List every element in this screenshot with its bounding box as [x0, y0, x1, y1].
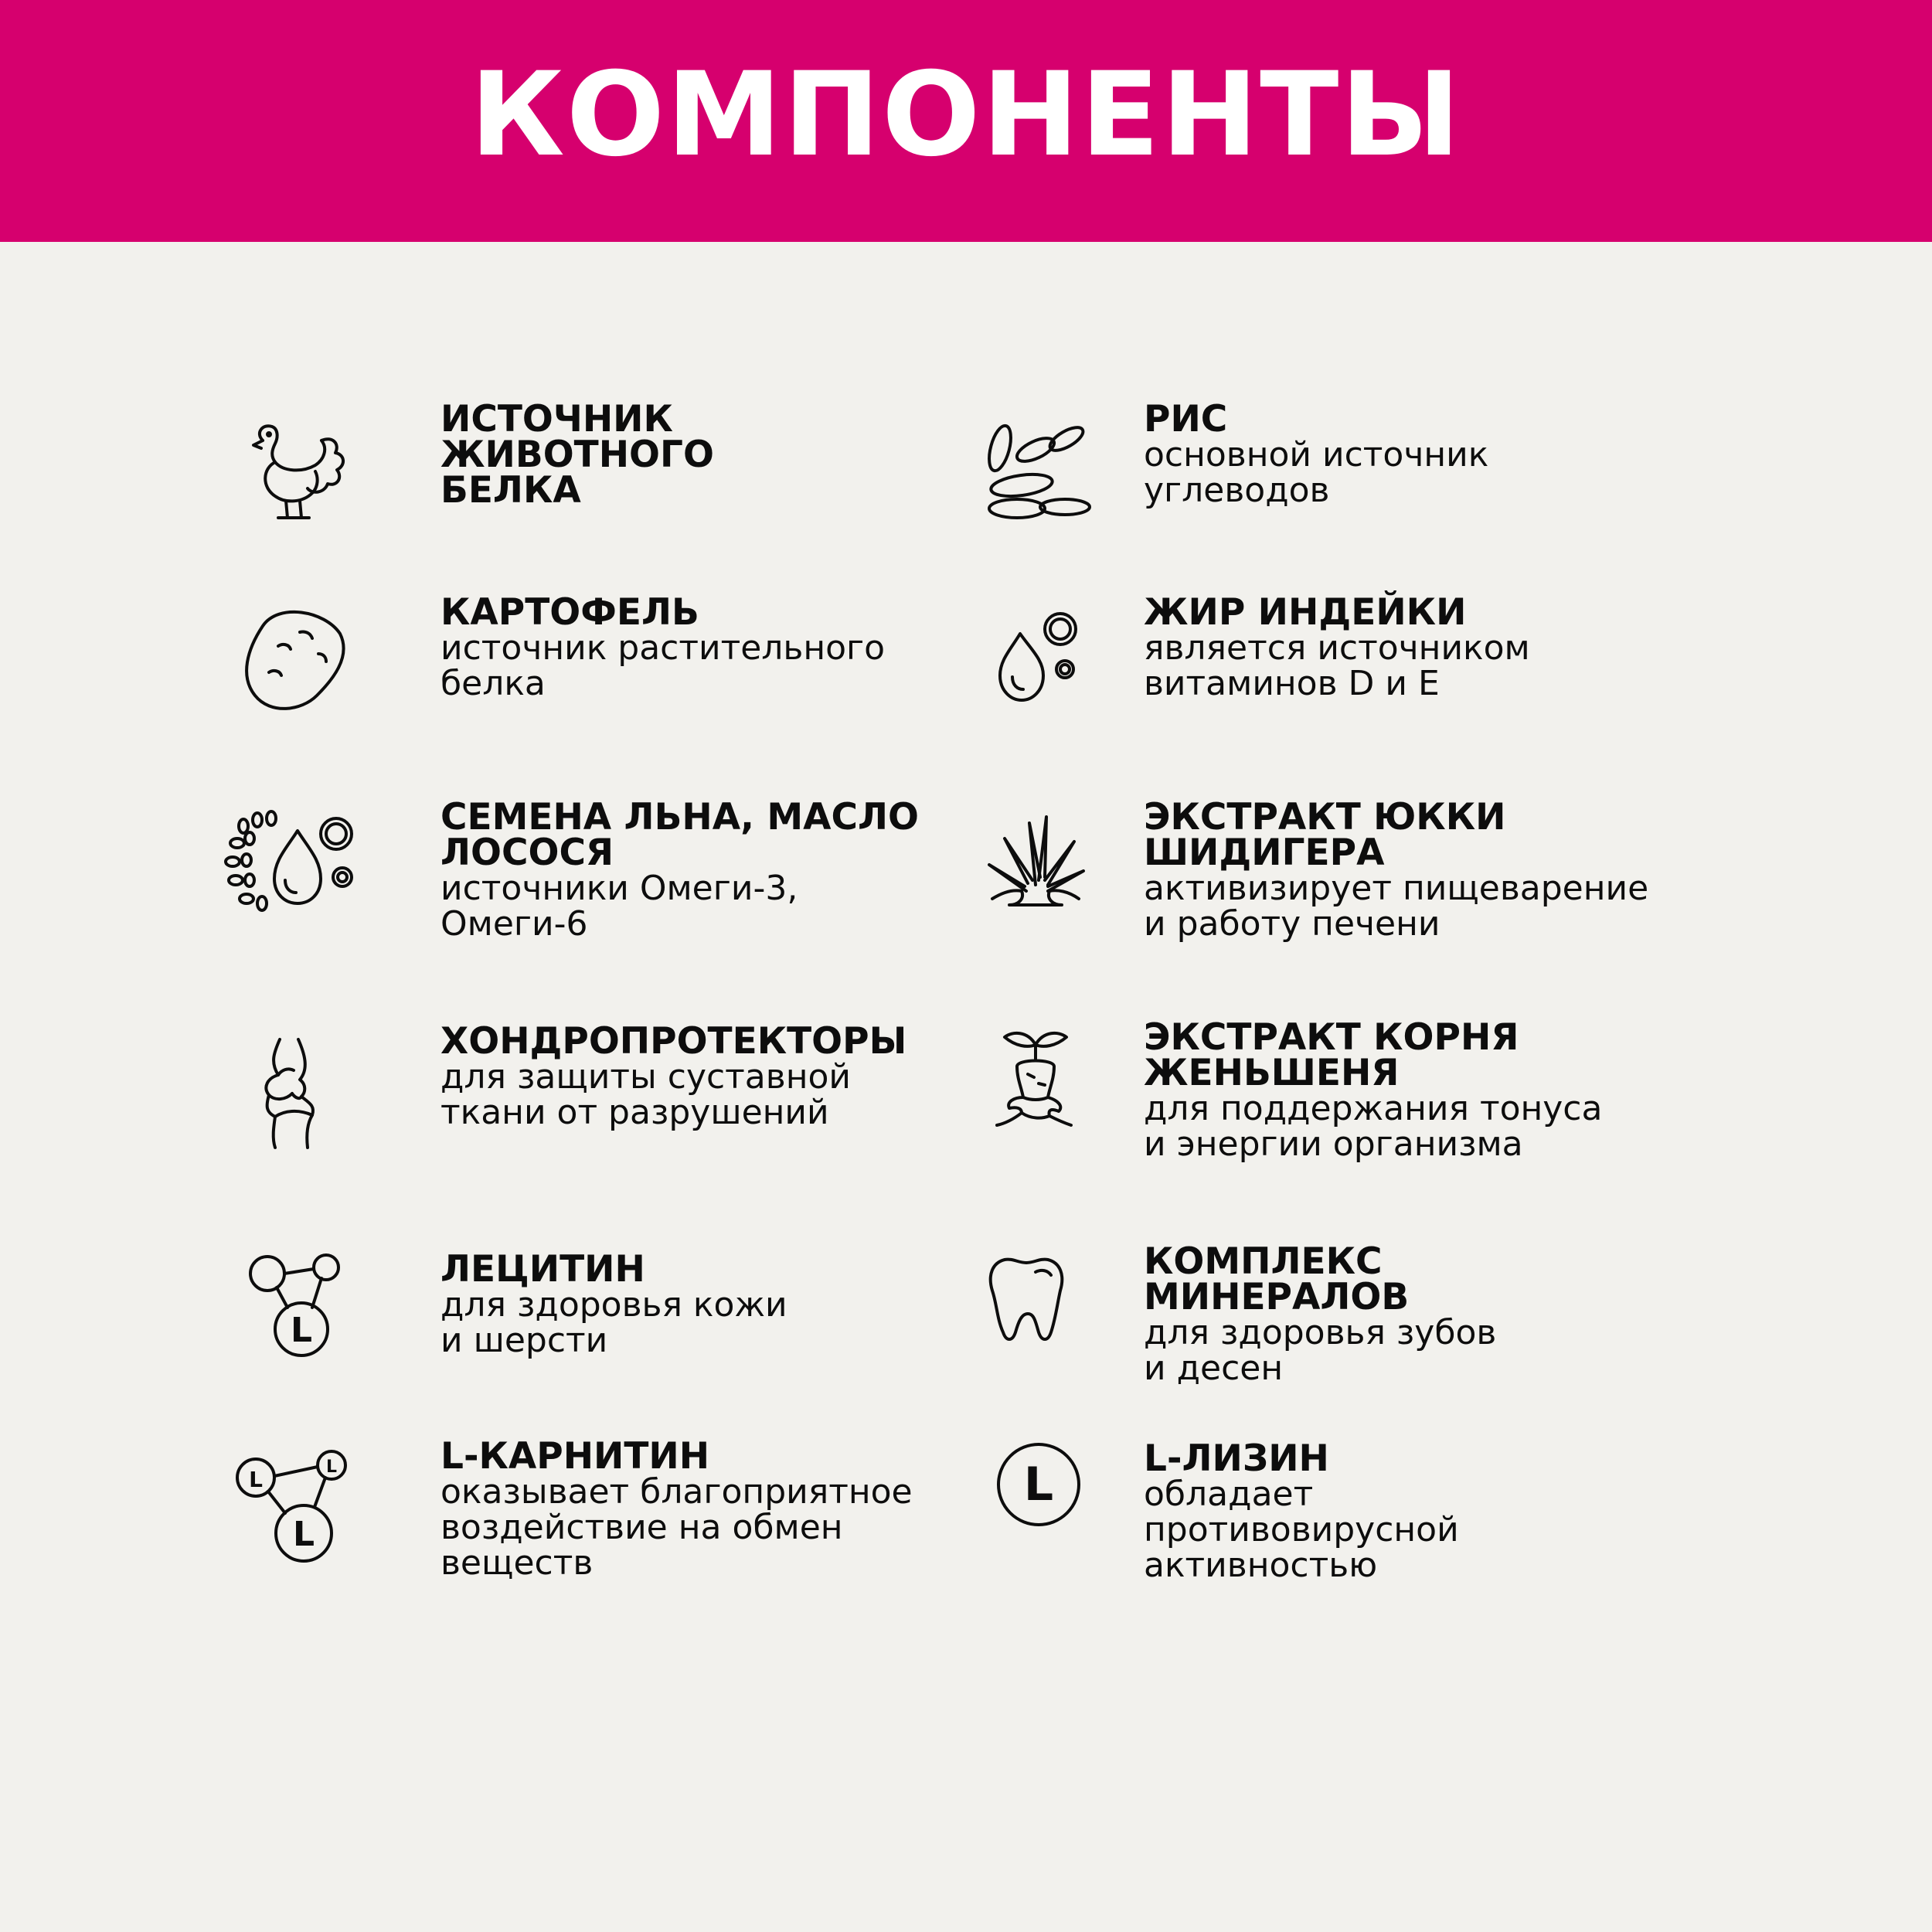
item-description: для здоровья зубов и десен: [1144, 1313, 1497, 1388]
item-text: [440, 796, 1043, 944]
svg-text:L: L: [292, 1515, 315, 1554]
item-text: [1144, 1437, 1747, 1585]
item-title: ЛЕЦИТИН: [440, 1248, 645, 1291]
item-text: [440, 1435, 1043, 1583]
item-description: источники Омеги-3, Омеги-6: [440, 869, 798, 944]
item-title: ИСТОЧНИК ЖИВОТНОГО БЕЛКА: [440, 398, 714, 512]
item-text: [1144, 1240, 1747, 1388]
joint-icon: [232, 1032, 355, 1155]
lecithin-molecule-icon: [232, 1252, 355, 1376]
rice-icon: [974, 410, 1097, 533]
item-description: активизирует пищеварение и работу печени: [1144, 869, 1649, 944]
item-title: L-КАРНИТИН: [440, 1435, 710, 1478]
item-description: является источником витаминов D и E: [1144, 628, 1530, 703]
item-text: [1144, 1016, 1747, 1164]
svg-text:L: L: [290, 1311, 313, 1350]
item-title: ЭКСТРАКТ КОРНЯ ЖЕНЬШЕНЯ: [1144, 1016, 1519, 1094]
potato-icon: [232, 595, 355, 719]
l-carnitine-molecule-icon: [228, 1447, 352, 1570]
item-description: основной источник углеводов: [1144, 435, 1489, 510]
yucca-icon: [974, 800, 1097, 923]
item-text: [440, 591, 1043, 703]
fat-drop-icon: [974, 595, 1097, 719]
item-description: для защиты суставной ткани от разрушений: [440, 1057, 851, 1132]
item-text: [440, 1248, 1043, 1360]
item-title: ХОНДРОПРОТЕКТОРЫ: [440, 1020, 907, 1063]
page-title: КОМПОНЕНТЫ: [470, 47, 1462, 182]
item-text: [1144, 398, 1747, 510]
svg-text:L: L: [325, 1458, 338, 1477]
item-title: КАРТОФЕЛЬ: [440, 591, 699, 634]
item-text: [440, 1020, 1043, 1132]
item-description: для здоровья кожи и шерсти: [440, 1285, 787, 1360]
item-text: [1144, 796, 1747, 944]
svg-text:L: L: [1023, 1458, 1054, 1512]
item-text: [440, 398, 1043, 512]
svg-text:L: L: [249, 1467, 263, 1492]
seeds-oil-icon: [220, 800, 375, 923]
item-title: КОМПЛЕКС МИНЕРАЛОВ: [1144, 1240, 1410, 1318]
ginseng-icon: [974, 1020, 1097, 1144]
item-description: источник растительного белка: [440, 628, 886, 703]
item-description: обладает противовирусной активностью: [1144, 1475, 1459, 1585]
item-description: для поддержания тонуса и энергии организма: [1144, 1089, 1603, 1164]
item-text: [1144, 591, 1747, 703]
item-title: L-ЛИЗИН: [1144, 1437, 1329, 1480]
item-title: РИС: [1144, 398, 1228, 440]
item-description: оказывает благоприятное воздействие на обмен веществ: [440, 1472, 913, 1583]
item-title: ЖИР ИНДЕЙКИ: [1144, 591, 1467, 634]
turkey-icon: [232, 410, 355, 533]
item-title: СЕМЕНА ЛЬНА, МАСЛО ЛОСОСЯ: [440, 796, 919, 874]
header-banner: [0, 0, 1932, 242]
tooth-icon: [974, 1244, 1097, 1368]
item-title: ЭКСТРАКТ ЮККИ ШИДИГЕРА: [1144, 796, 1506, 874]
l-lysine-icon: [974, 1441, 1097, 1565]
